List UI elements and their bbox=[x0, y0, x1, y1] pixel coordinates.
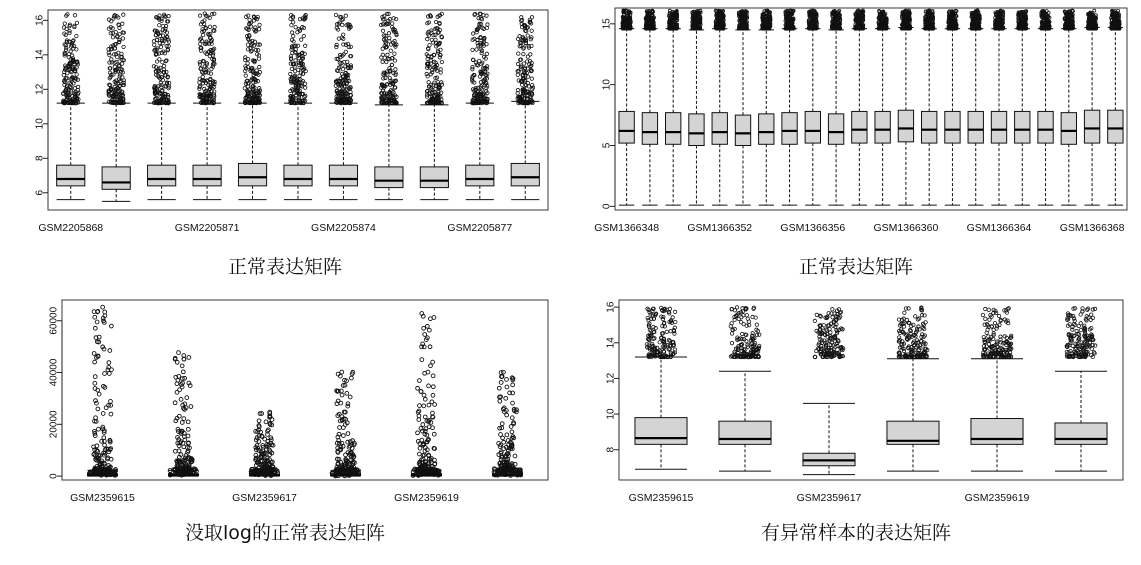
x-tick-label: GSM2205871 bbox=[174, 222, 240, 234]
panel-top-right bbox=[571, 0, 1141, 290]
x-tick-label: GSM1366352 bbox=[687, 222, 753, 234]
x-tick-label: GSM2359619 bbox=[964, 492, 1030, 504]
svg-text:12: 12 bbox=[34, 83, 46, 95]
svg-text:8: 8 bbox=[34, 155, 46, 162]
panel-top-left-plot bbox=[0, 0, 570, 250]
panel-top-left bbox=[0, 0, 570, 290]
panel-top-right-plot bbox=[571, 0, 1141, 250]
panel-top-right-caption: 正常表达矩阵 bbox=[798, 256, 913, 278]
x-tick-label: GSM2359617 bbox=[232, 492, 297, 504]
svg-text:16: 16 bbox=[34, 14, 46, 26]
svg-text:0: 0 bbox=[601, 203, 613, 210]
x-tick-label: GSM1366368 bbox=[1059, 222, 1125, 234]
panel-bottom-right-caption: 有异常样本的表达矩阵 bbox=[760, 522, 951, 544]
panel-bottom-right bbox=[571, 290, 1141, 565]
panel-bottom-left bbox=[0, 290, 570, 565]
svg-text:10: 10 bbox=[601, 79, 613, 91]
svg-text:6: 6 bbox=[34, 189, 46, 196]
panel-bottom-right-plot bbox=[571, 290, 1141, 518]
panel-bottom-left-caption: 没取log的正常表达矩阵 bbox=[185, 522, 385, 544]
x-tick-label: GSM2359619 bbox=[394, 492, 459, 504]
x-tick-label: GSM1366356 bbox=[780, 222, 846, 234]
svg-text:14: 14 bbox=[34, 49, 46, 61]
x-tick-label: GSM2359617 bbox=[796, 492, 862, 504]
panel-top-left-caption: 正常表达矩阵 bbox=[227, 256, 342, 278]
x-tick-label: GSM2205874 bbox=[311, 222, 376, 234]
x-tick-label: GSM1366348 bbox=[594, 222, 660, 234]
svg-text:10: 10 bbox=[34, 118, 46, 130]
x-tick-label: GSM1366364 bbox=[966, 222, 1032, 234]
svg-text:5: 5 bbox=[601, 142, 613, 149]
x-tick-label: GSM1366360 bbox=[873, 222, 939, 234]
x-tick-label: GSM2205877 bbox=[447, 222, 513, 234]
svg-text:15: 15 bbox=[601, 18, 613, 30]
x-tick-label: GSM2205868 bbox=[38, 222, 104, 234]
x-tick-label: GSM2359615 bbox=[628, 492, 694, 504]
panel-bottom-left-plot bbox=[0, 290, 570, 518]
x-tick-label: GSM2359615 bbox=[70, 492, 135, 504]
